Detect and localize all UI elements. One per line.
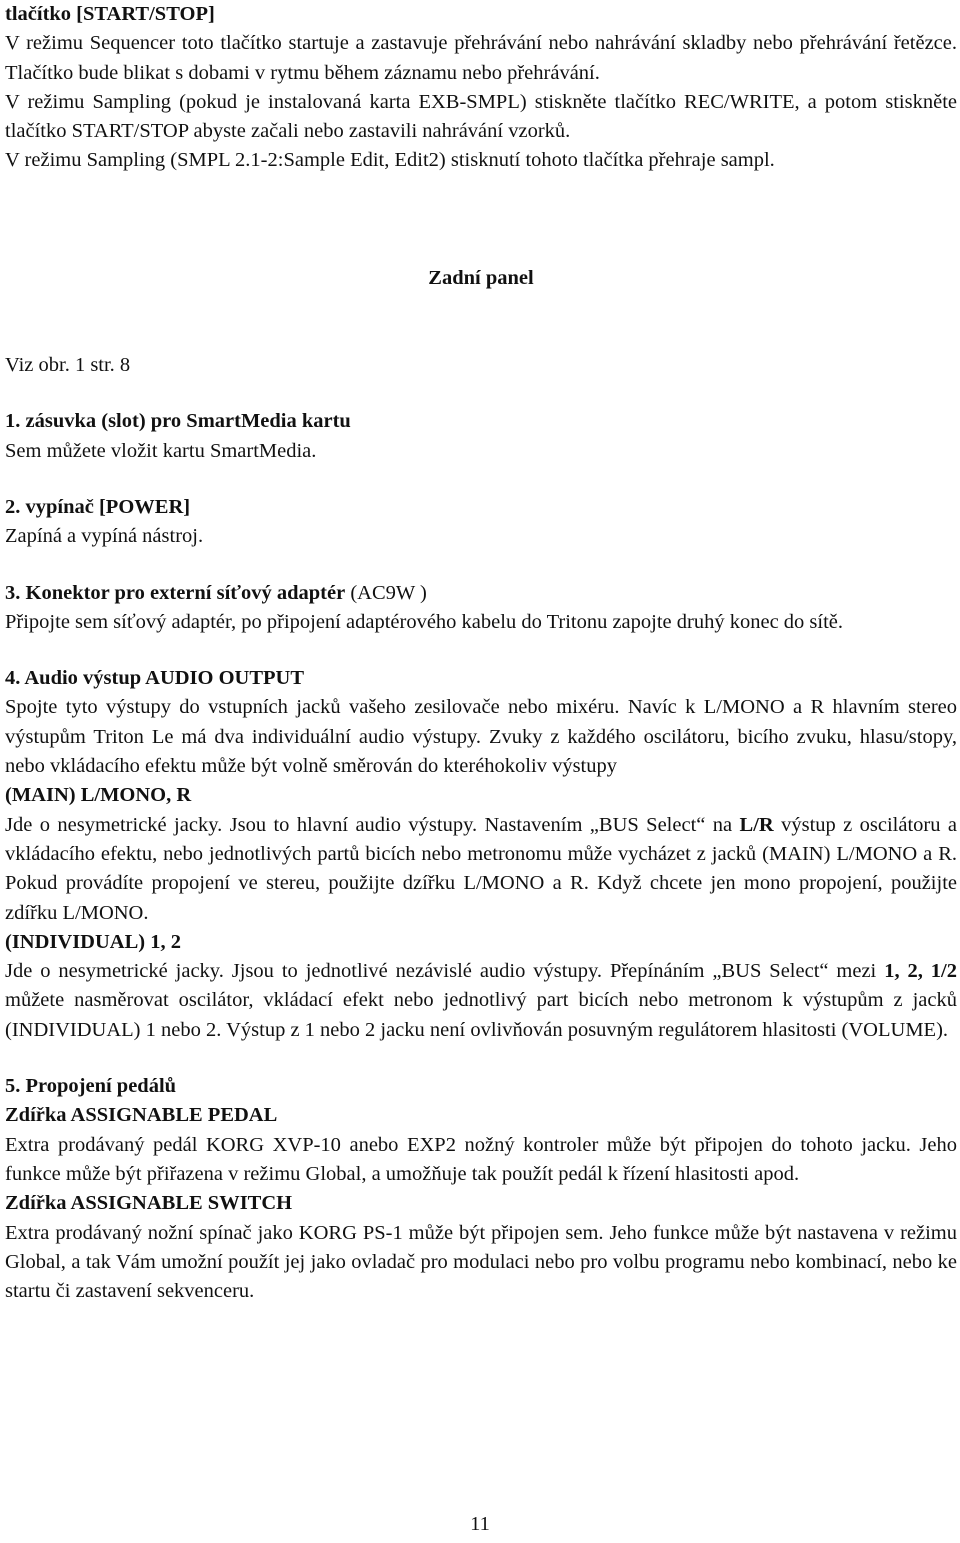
switch-heading: Zdířka ASSIGNABLE SWITCH — [5, 1192, 293, 1215]
page-number: 11 — [470, 1513, 490, 1535]
item-3-heading — [5, 579, 957, 608]
main-output-text-b: výstup z oscilátoru a vkládacího efektu, nebo jednotlivých partů bicích nebo metronomu může vycházet z jacků (MAIN) L/MONO a R. Pokud provádíte propojení ve stereu, použijte dzířku L/MONO a R. Když chcete jen mono propojení, použijte zdířku L/MONO. — [5, 813, 957, 924]
switch-text: Extra prodávaný nožní spínač jako KORG PS-1 může být připojen sem. Jeho funkce může být nastavena v režimu Global, a tak Vám umožní použít jej jako ovladač pro modulaci nebo pro volbu programu nebo kombinací, nebo ke startu či zastavení sekvenceru. — [5, 1221, 957, 1303]
main-output-heading: (MAIN) L/MONO, R — [5, 784, 192, 807]
document-page — [5, 0, 957, 1306]
individual-output-text-b: můžete nasměrovat oscilátor, vkládací efekt nebo jednotlivý part bicích nebo metronom k výstupům z jacků (INDIVIDUAL) 1 nebo 2. Výstup z 1 nebo 2 jacku není ovlivňován posuvným regulátorem hlasitosti (VOLUME). — [5, 989, 957, 1041]
start-stop-paragraph-3: V režimu Sampling (SMPL 2.1-2:Sample Edit, Edit2) stisknutí tohoto tlačítka přehraje sampl. — [5, 149, 775, 172]
item-4-text: Spojte tyto výstupy do vstupních jacků vašeho zesilovače nebo mixéru. Navíc k L/MONO a R hlavním stereo výstupům Triton Le má dva individuální audio výstupy. Zvuky z každého oscilátoru, bicího zvuku, hlasu/stopy, nebo vkládacího efektu může být volně směrován do kteréhokoliv výstupy — [5, 696, 957, 778]
item-3-text: Připojte sem síťový adaptér, po připojení adaptérového kabelu do Tritonu zapojte druhý konec do sítě. — [5, 610, 844, 633]
pedal-text: Extra prodávaný pedál KORG XVP-10 anebo EXP2 nožný kontroler může být připojen do tohoto jacku. Jeho funkce může být přiřazena v režimu Global, a umožňuje tak použít pedál k řízení hlasitosti apod. — [5, 1133, 957, 1185]
individual-output-text-a: Jde o nesymetrické jacky. Jjsou to jednotlivé nezávislé audio výstupy. Přepínáním „BUS Select“ mezi — [5, 960, 885, 983]
item-3-heading-model: (AC9W ) — [345, 581, 427, 604]
main-output-text-a: Jde o nesymetrické jacky. Jsou to hlavní audio výstupy. Nastavením „BUS Select“ na — [5, 813, 740, 836]
item-3-heading-bold: 3. Konektor pro externí síťový adaptér — [5, 581, 346, 604]
start-stop-paragraph-2: V režimu Sampling (pokud je instalovaná karta EXB-SMPL) stiskněte tlačítko REC/WRITE, a potom stiskněte tlačítko START/STOP abyste začali nebo zastavili nahrávání vzorků. — [5, 90, 957, 143]
item-5-heading: 5. Propojení pedálů — [5, 1075, 177, 1098]
individual-output-heading: (INDIVIDUAL) 1, 2 — [5, 930, 181, 953]
item-1-heading: 1. zásuvka (slot) pro SmartMedia kartu — [5, 410, 351, 433]
individual-output-text — [5, 957, 957, 1045]
start-stop-heading: tlačítko [START/STOP] — [5, 3, 215, 25]
start-stop-paragraph-1: V režimu Sequencer toto tlačítko startuje a zastavuje přehrávání nebo nahrávání skladby nebo přehrávání řetězce. Tlačítko bude blikat s dobami v rytmu během záznamu nebo přehrávání. — [5, 32, 957, 84]
item-2-heading: 2. vypínač [POWER] — [5, 495, 191, 518]
item-2-text: Zapíná a vypíná nástroj. — [5, 525, 204, 548]
main-output-text-bold: L/R — [739, 813, 774, 836]
main-output-text — [5, 811, 957, 928]
item-4-heading: 4. Audio výstup AUDIO OUTPUT — [5, 667, 305, 690]
pedal-heading: Zdířka ASSIGNABLE PEDAL — [5, 1104, 278, 1127]
item-1-text: Sem můžete vložit kartu SmartMedia. — [5, 439, 317, 462]
figure-reference: Viz obr. 1 str. 8 — [5, 354, 131, 377]
section-title: Zadní panel — [428, 266, 534, 289]
individual-output-text-bold: 1, 2, 1/2 — [884, 960, 957, 983]
